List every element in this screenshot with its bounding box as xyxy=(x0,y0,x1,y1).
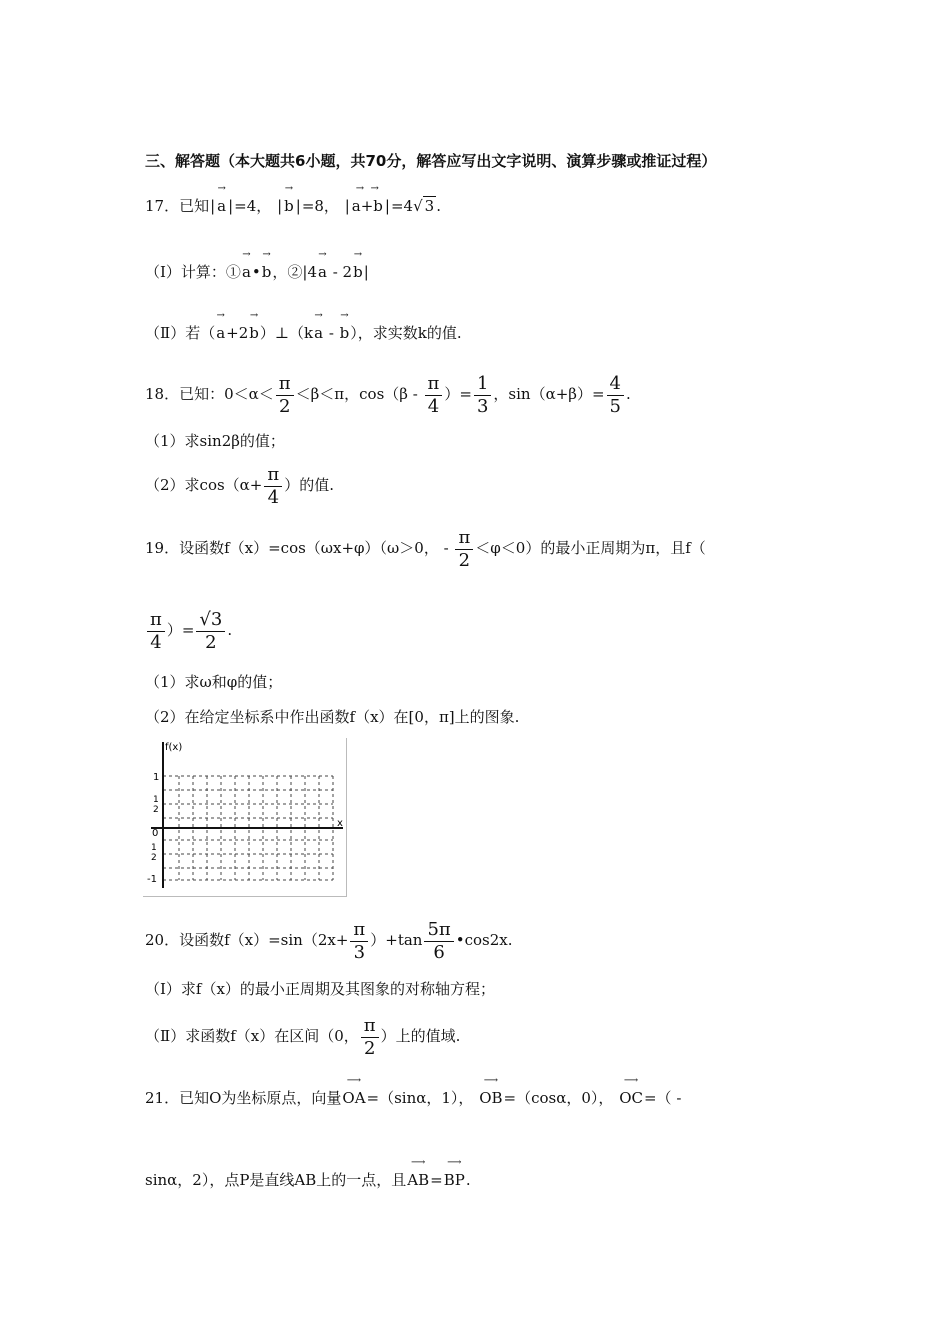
tick-1: 1 xyxy=(153,772,160,783)
question-17-part-2: （Ⅱ）若（ → a+2 → b）⊥（k → a - → b），求实数k的值. xyxy=(145,310,462,342)
question-17-part-1: （Ⅰ）计算：① → a• → b，②|4 → a - 2 → b| xyxy=(145,249,369,281)
graph-x-label: x xyxy=(337,818,343,829)
graph-y-label: f(x) xyxy=(165,742,183,753)
question-20-part-2: （Ⅱ）求函数f（x）在区间（0， $\frac{\pi}{2}$ ）上的值域. xyxy=(145,1014,461,1059)
vector-a: → a xyxy=(217,183,227,215)
question-18-part-2: （2）求cos（α+ $\frac{\pi}{4}$ ）的值. xyxy=(145,463,334,508)
question-19-part-1: （1）求ω和φ的值； xyxy=(145,673,283,691)
question-18: 18．已知：0＜α＜ $\frac{\pi}{2}$ ＜β＜π，cos（β - $\frac{\pi}{4}$ ）= $\frac{1}{3}$ ，sin（α+β）= $\frac{4}{5}$ . xyxy=(145,372,631,417)
question-19-cont: $\frac{\pi}{4}$ ）= $\frac{√3}{2}$ . xyxy=(145,608,232,654)
vector-AB: ⟶ AB xyxy=(407,1157,430,1189)
vector-OA: ⟶ OA xyxy=(342,1075,366,1107)
question-18-part-1: （1）求sin2β的值； xyxy=(145,432,285,450)
vector-OB: ⟶ OB xyxy=(479,1075,503,1107)
section-title: 三、解答题（本大题共6小题，共70分，解答应写出文字说明、演算步骤或推证过程） xyxy=(145,152,717,170)
tick-neg-half-num: 1 xyxy=(151,843,157,853)
question-21-cont: sinα，2），点P是直线AB上的一点，且 ⟶ AB= ⟶ BP. xyxy=(145,1157,471,1189)
question-17: 17．已知| → a |=4， | → b |=8， | → → a+b |=4√ 3 . xyxy=(145,183,441,215)
tick-half-den: 2 xyxy=(153,805,159,815)
vector-b: → b xyxy=(284,183,294,215)
question-19-part-2: （2）在给定坐标系中作出函数f（x）在[0，π]上的图象. xyxy=(145,708,520,726)
tick-neg-1: -1 xyxy=(147,874,157,885)
grid-svg xyxy=(143,738,346,896)
sqrt-3: √ 3 xyxy=(413,197,435,215)
question-19: 19．设函数f（x）=cos（ωx+φ）（ω＞0， - $\frac{\pi}{2}$ ＜φ＜0）的最小正周期为π，且f（ xyxy=(145,526,706,571)
tick-neg-half-den: 2 xyxy=(151,853,157,863)
vector-OC: ⟶ OC xyxy=(619,1075,643,1107)
question-20: 20．设函数f（x）=sin（2x+ $\frac{\pi}{3}$ ）+tan $\frac{5\pi}{6}$ •cos2x. xyxy=(145,918,513,963)
tick-half-num: 1 xyxy=(153,795,159,805)
coordinate-grid-figure xyxy=(143,738,347,897)
question-20-part-1: （Ⅰ）求f（x）的最小正周期及其图象的对称轴方程； xyxy=(145,980,495,998)
tick-origin: 0 xyxy=(152,828,159,839)
question-21: 21．已知O为坐标原点，向量 ⟶ OA=（sinα，1）， ⟶ OB=（cosα，0）， ⟶ OC=（ - xyxy=(145,1075,682,1107)
vector-a-plus-b: → → a+b xyxy=(351,183,383,215)
vector-BP: ⟶ BP xyxy=(443,1157,465,1189)
